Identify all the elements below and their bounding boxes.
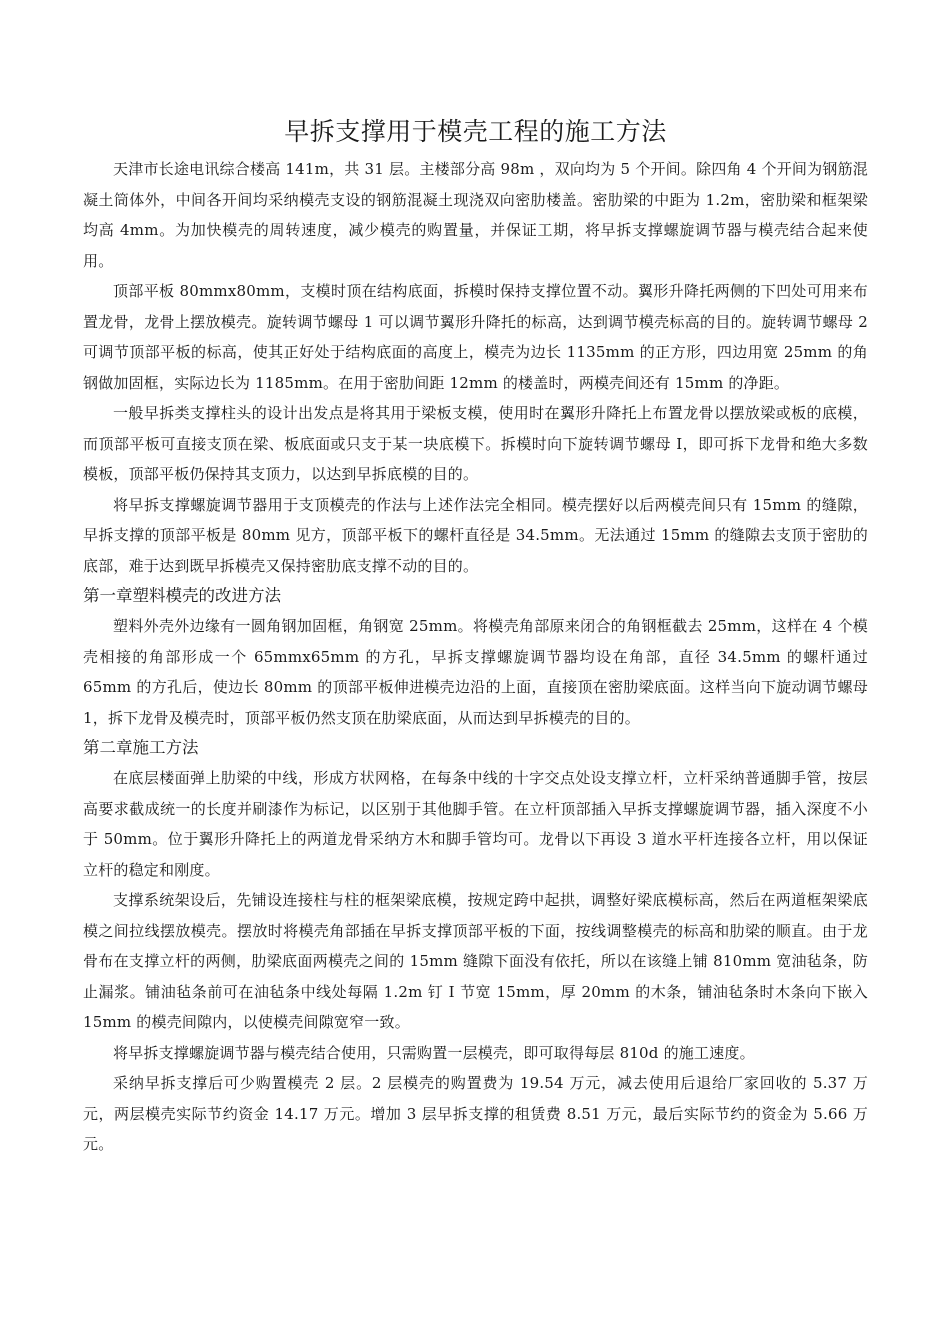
- intro-paragraph-3: 一般早拆类支撑柱头的设计出发点是将其用于梁板支模，使用时在翼形升降托上布置龙骨以摆放梁或板的底模，而顶部平板可直接支顶在梁、板底面或只支于某一块底模下。拆模时向下旋转调节螺母 I，即可拆下龙骨和绝大多数模板，顶部平板仍保持其支顶力，以达到早拆底模的目的。: [83, 404, 868, 483]
- chapter2-paragraph-4: 采纳早拆支撑后可少购置模壳 2 层。2 层模壳的购置费为 19.54 万元，减去使用后退给厂家回收的 5.37 万元，两层模壳实际节约资金 14.17 万元。增加 3 层早拆支撑的租赁费 8.51 万元，最后实际节约的资金为 5.66 万元。: [83, 1074, 868, 1153]
- document-title: 早拆支撑用于模壳工程的施工方法: [284, 117, 667, 146]
- chapter2-paragraph-1: 在底层楼面弹上肋梁的中线，形成方状网格，在每条中线的十字交点处设支撑立杆，立杆采纳普通脚手管，按层高要求截成统一的长度并刷漆作为标记，以区别于其他脚手管。在立杆顶部插入早拆支撑螺旋调节器，插入深度不小于 50mm。位于翼形升降托上的两道龙骨采纳方木和脚手管均可。龙骨以下再设 3 道水平杆连接各立杆，用以保证立杆的稳定和刚度。: [83, 769, 868, 879]
- chapter2-paragraph-2: 支撑系统架设后，先铺设连接柱与柱的框架梁底模，按规定跨中起拱，调整好梁底模标高，然后在两道框架梁底模之间拉线摆放模壳。摆放时将模壳角部插在早拆支撑顶部平板的下面，按线调整模壳的标高和肋梁的顺直。由于龙骨布在支撑立杆的两侧，肋梁底面两模壳之间的 15mm 缝隙下面没有依托，所以在该缝上铺 810mm 宽油毡条，防止漏浆。铺油毡条前可在油毡条中线处每隔 1.2m 钉 I 节宽 15mm，厚 20mm 的木条，铺油毡条时木条向下嵌入 15mm 的模壳间隙内，以使模壳间隙宽窄一致。: [83, 891, 868, 1031]
- chapter1-paragraph-1: 塑料外壳外边缘有一圆角钢加固框，角钢宽 25mm。将模壳角部原来闭合的角钢框截去 25mm，这样在 4 个模壳相接的角部形成一个 65mmx65mm 的方孔，早拆支撑螺旋调节器均设在角部，直径 34.5mm 的螺杆通过 65mm 的方孔后，使边长 80mm 的顶部平板伸进模壳边沿的上面，直接顶在密肋梁底面。这样当向下旋动调节螺母 1，拆下龙骨及模壳时，顶部平板仍然支顶在肋梁底面，从而达到早拆模壳的目的。: [83, 617, 868, 727]
- chapter1-heading: 第一章塑料模壳的改进方法: [83, 586, 281, 605]
- document-page: [83, 112, 868, 1160]
- chapter2-heading: 第二章施工方法: [83, 738, 199, 757]
- intro-paragraph-2: 顶部平板 80mmx80mm，支模时顶在结构底面，拆模时保持支撑位置不动。翼形升降托两侧的下凹处可用来布置龙骨，龙骨上摆放模壳。旋转调节螺母 1 可以调节翼形升降托的标高，达到调节模壳标高的目的。旋转调节螺母 2 可调节顶部平板的标高，使其正好处于结构底面的高度上，模壳为边长 1135mm 的正方形，四边用宽 25mm 的角钢做加固框，实际边长为 1185mm。在用于密肋间距 12mm 的楼盖时，两模壳间还有 15mm 的净距。: [83, 282, 868, 392]
- intro-paragraph-4: 将早拆支撑螺旋调节器用于支顶模壳的作法与上述作法完全相同。模壳摆好以后两模壳间只有 15mm 的缝隙，早拆支撑的顶部平板是 80mm 见方，顶部平板下的螺杆直径是 34.5mm。无法通过 15mm 的缝隙去支顶于密肋的底部，难于达到既早拆模壳又保持密肋底支撑不动的目的。: [83, 495, 868, 575]
- intro-paragraph-1: 天津市长途电讯综合楼高 141m，共 31 层。主楼部分高 98m ，双向均为 5 个开间。除四角 4 个开间为钢筋混凝土筒体外，中间各开间均采纳模壳支设的钢筋混凝土现浇双向密肋楼盖。密肋梁的中距为 1.2m，密肋梁和框架梁均高 4mm。为加快模壳的周转速度，减少模壳的购置量，并保证工期，将早拆支撑螺旋调节器与模壳结合起来使用。: [83, 160, 868, 270]
- chapter2-paragraph-3: 将早拆支撑螺旋调节器与模壳结合使用，只需购置一层模壳，即可取得每层 810d 的施工速度。: [113, 1043, 755, 1062]
